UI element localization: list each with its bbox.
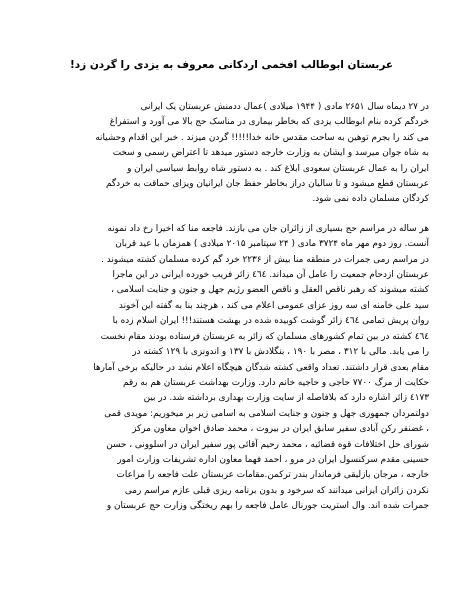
- text-line: خردگم کرده بنام ابوطالب یزدی که بخاطر بیماری در مناسک حج بالا می آورد و استفراغ: [109, 117, 429, 128]
- text-line: حسینی مقدم سرکنسول ایران در مرو ، احمد فهما معاون اداره تشریفات وزارت امور: [117, 454, 429, 465]
- text-line: هر ساله در مراسم حج بسیاری از زائران جان می بازند. فاجعه منا که اخیرا رخ داد نمونه: [107, 223, 429, 234]
- text-line: آنست. روز دوم مهر ماه ۳۷۲۴ مادی ( ۲۴ سپتامبر ۲۰۱۵ میلادی ) همزمان با عید قربان: [115, 239, 429, 250]
- text-line: به شاه جوان میرسد و ایشان به وزارت خارجه دستور میدهد تا اعتراض رسمی و سخت: [112, 148, 429, 159]
- text-line: شورای حل اختلافات قوه قضائیه ، محمد رحیم آقائی پور سفیر ایران در اسلوونی ، حسن: [106, 439, 429, 450]
- text-line: سید علی خامنه ای سه روز عزای عمومی اعلام می کند ، هرچند بنا به گفته این آخوند: [118, 300, 429, 311]
- paragraph-1: [34, 100, 429, 208]
- text-line: ٤٦٤ کشته در بین تمام کشورهای مسلمان که زائر به عربستان فرستاده بودند مقام نخست: [100, 331, 429, 342]
- text-line: روان پریش تمامی ٤٦٤ زائر گوشت کوبیده شده در بهشت هستند!!! ایران اسلام زده با: [112, 316, 429, 327]
- text-line: حکایت از مرگ ۷۷۰۰ حاجی و حاجیه خانم دارد. وزارت بهداشت عربستان هم به رقم: [123, 377, 429, 388]
- text-line: عربستان قطع میشود و تا سالیان دراز بخاطر حفظ جان ایرانیان ویزای حماقت به خردگم: [106, 179, 429, 190]
- text-line: کشته میشوند که رهبر ناقص العقل و ناقص العضو رژیم جهل و جنون و جنایت اسلامی ،: [111, 285, 429, 296]
- text-line: مقام بعدی قرار داشتند. تعداد واقعی کشته شدگان هیچگاه اعلام نشد در حالیکه برخی آمارها: [93, 362, 429, 373]
- text-line: کردگان مسلمان داده نمی شود.: [312, 194, 429, 205]
- text-line: را می یابد. مالی با ۳۱۲ ، مصر با ۱۹۰ ، بنگلادش با ۱۳۷ و اندونزی با ۱۲۹ کشته در: [132, 347, 429, 358]
- text-line: ٤١٧٣ زائر اشاره دارد که بلافاصله از سایت وزارت بهداری برداشته شد. در بین: [143, 393, 429, 404]
- paragraph-2: [34, 222, 429, 515]
- text-line: ، غضنفر رکن آبادی سفیر سابق ایران در بیروت ، محمد صادق اخوان معاون مرکز: [132, 424, 429, 435]
- document-title: عربستان ابوطالب افخمی اردکانی معروف به یزدی را گردن زد!: [69, 59, 394, 71]
- text-line: دولتمردان جمهوری جهل و جنون و جنایت اسلامی به اسامی زیر بر میخوریم: مویدی قمی: [104, 408, 429, 419]
- text-line: جمرات شده اند. وال استریت جورنال عامل فاجعه را بهم ریختگی وزارت حج عربستان و: [106, 501, 429, 512]
- text-line: در مراسم رمی جمرات در منطقه منا بیش از ۲۲۳۶ خرد گم کرده مسلمان کشته میشوند .: [101, 254, 429, 265]
- text-line: نکردن زائران ایرانی میدانند که سرخود و بدون برنامه ریزی قبلی عازم مراسم رمی: [124, 485, 429, 496]
- text-line: در ۲۷ دیماه سال ۲۶۵۱ مادی ( ۱۹۴۴ میلادی )عمال ددمنش عربستان یک ایرانی: [140, 102, 429, 112]
- text-line: عربستان ازدحام جمعیت را عامل آن میداند. ٤٦٤ زائر فریب خورده ایرانی در این ماجرا: [112, 270, 429, 281]
- text-line: می کند را بجرم توهین به ساحت مقدس خانه خدا!!!!! گردن میزند . خبر این اقدام وحشیانه: [95, 132, 429, 143]
- text-line: خارجه ، مرجان بازلیقی فرماندار بندر ترکمن.مقامات عربستان علت فاجعه را مراعات: [116, 470, 429, 481]
- text-line: ایران را به عمال عربستان سعودی ابلاغ کند . به دستور شاه روابط سیاسی ایران و: [127, 163, 429, 174]
